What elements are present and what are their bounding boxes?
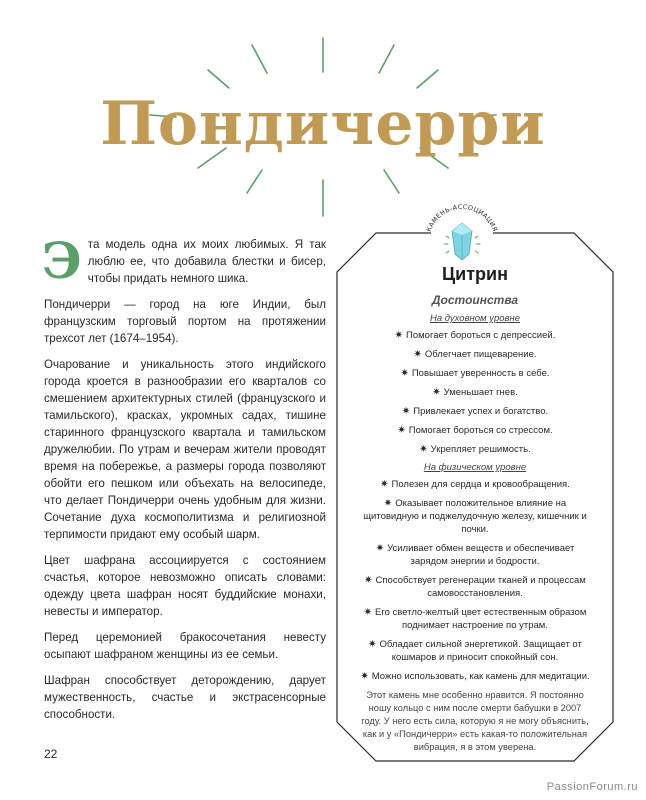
drop-cap: Э (42, 231, 82, 290)
stone-subtitle: Достоинства (431, 293, 519, 307)
star-icon: ✷ (364, 575, 373, 586)
author-note: Этот камень мне особенно нравится. Я постоянно ношу кольцо с ним после смерти бабушки в 2007 году. У него есть сила, которую я не могу объяснить, как и у «Пондичерри» есть какая-то положительная вибрация, я в этом уверена. (361, 690, 589, 752)
watermark: PassionForum.ru (546, 781, 638, 793)
page-number: 22 (44, 747, 58, 761)
article-paragraph (42, 231, 326, 290)
page-title: Пондичерри (100, 89, 546, 159)
list-item: ✷ Укрепляет решимость. (419, 444, 531, 455)
star-icon: ✷ (380, 479, 389, 490)
article-paragraph: Пондичерри — город на юге Индии, был французским торговый портом на протяжении трехсот лет (1674–1954). (44, 298, 326, 345)
paragraph-text: та модель одна их моих любимых. Я так люблю ее, что добавила блестки и бисер, чтобы придать немного шика. (87, 238, 326, 285)
list-item: ✷ Повышает уверенность в себе. (400, 368, 550, 379)
article-column (42, 231, 326, 732)
star-icon: ✷ (360, 671, 369, 682)
star-icon: ✷ (432, 387, 441, 398)
crystal-icon (452, 223, 472, 260)
star-icon: ✷ (368, 639, 377, 650)
star-icon: ✷ (419, 444, 428, 455)
list-item: ✷ Уменьшает гнев. (432, 387, 518, 398)
article-paragraph: Очарование и уникальность этого индийского города кроется в разнообразии его кварталов со смешением архитектурных стилей (французского и тамильского), красках, укромных садах, тишине старинного французского квартала и тамильском дружелюбии. По утрам и вечерам жители проводят время на побережье, а размеры города позволяют обойти его пешком или объехать на велосипеде, что делает Пондичерри очень удобным для жизни. Сочетание духа космополитизма и религиозной терпимости придают ему особый шарм. (44, 358, 326, 541)
star-icon: ✷ (394, 330, 404, 341)
list-item: ✷ Оказывает положительное влияние на щитовидную и поджелудочную железу, кишечник и почки. (363, 498, 587, 535)
emblem-caption: КАМЕНЬ-АССОЦИАЦИЯ (424, 202, 500, 233)
list-item: ✷ Облегчает пищеварение. (413, 349, 537, 360)
list-item: ✷ Способствует регенерации тканей и процессам самовосстановления. (364, 575, 586, 599)
list-item: ✷ Усиливает обмен веществ и обеспечивает зарядом энергии и бодрости. (375, 543, 575, 567)
stone-info-box (346, 264, 604, 754)
benefits-list (346, 329, 604, 456)
list-item: ✷ Привлекает успех и богатство. (401, 406, 549, 417)
section-heading: На духовном уровне (429, 313, 520, 324)
list-item: ✷ Можно использовать, как камень для медитации. (360, 671, 590, 682)
stone-title: Цитрин (442, 264, 508, 284)
star-icon: ✷ (397, 425, 406, 436)
star-icon: ✷ (375, 543, 385, 554)
list-item: ✷ Полезен для сердца и кровообращения. (380, 479, 570, 490)
article-paragraph: Перед церемонией бракосочетания невесту осыпают шафраном женщины из ее семьи. (44, 631, 326, 661)
list-item: ✷ Обладает сильной энергетикой. Защищает от кошмаров и приносит спокойный сон. (368, 639, 582, 663)
section-heading: На физическом уровне (423, 462, 527, 473)
star-icon: ✷ (401, 406, 411, 417)
list-item: ✷ Помогает бороться с депрессией. (394, 330, 556, 341)
list-item: ✷ Помогает бороться со стрессом. (397, 425, 553, 436)
article-paragraph: Шафран способствует деторождению, дарует мужественность, счастье и экстрасенсорные способности. (44, 674, 326, 721)
star-icon: ✷ (400, 368, 409, 379)
star-icon: ✷ (383, 498, 393, 509)
article-paragraph: Цвет шафрана ассоциируется с состоянием счастья, которое невозможно описать словами: одежду цвета шафран носят буддийские монахи, невесты и император. (44, 554, 326, 618)
star-icon: ✷ (363, 607, 372, 618)
list-item: ✷ Его светло-желтый цвет естественным образом поднимает настроение по утрам. (363, 607, 587, 631)
star-icon: ✷ (413, 349, 422, 360)
benefits-list (346, 478, 604, 683)
